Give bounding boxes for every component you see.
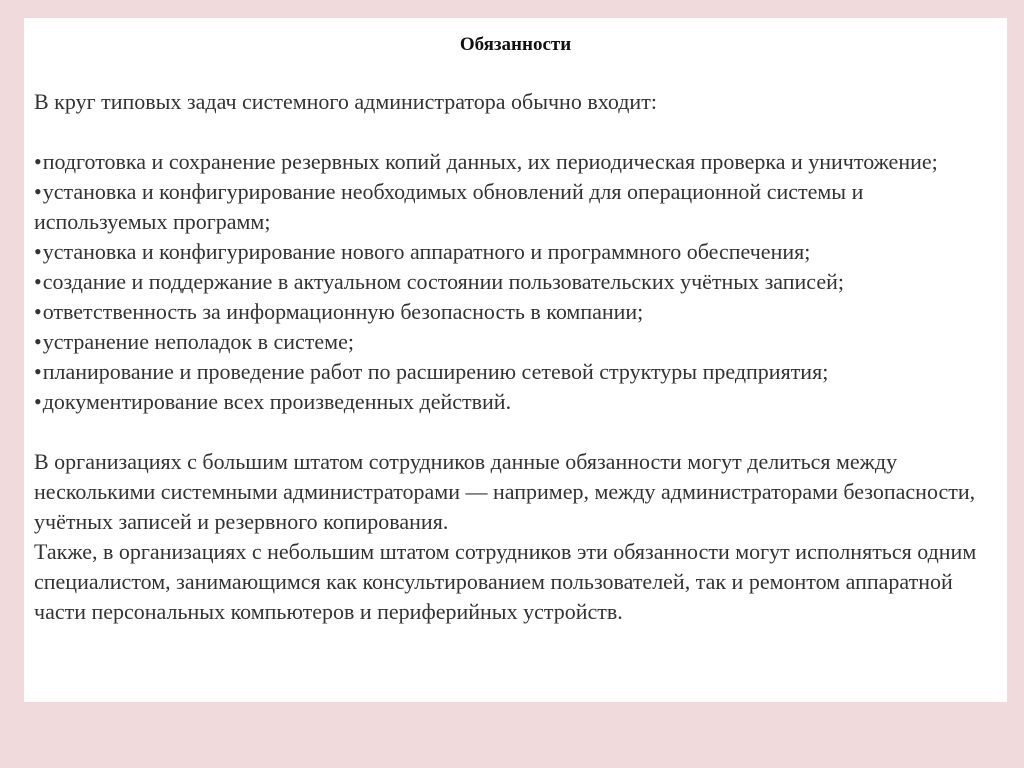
paragraph-small-orgs: Также, в организациях с небольшим штатом сотрудников эти обязанности могут исполняться одним специалистом, занимающимся как консультированием пользователей, так и ремонтом аппаратной части персональных компьютеров и периферийных устройств. [34,539,977,624]
bullet-icon: • [34,329,42,354]
slide-title: Обязанности [459,34,572,55]
list-item-text: создание и поддержание в актуальном состоянии пользовательских учётных записей; [42,269,844,294]
list-item-text: устранение неполадок в системе; [42,329,354,354]
duties-list [34,147,995,417]
bullet-icon: • [34,179,42,204]
list-item [34,267,995,297]
bullet-icon: • [34,149,42,174]
slide-body [34,87,995,627]
list-item [34,357,995,387]
bullet-icon: • [34,389,42,414]
bullet-icon: • [34,299,42,324]
list-item [34,147,995,177]
list-item-text: документирование всех произведенных действий. [42,389,512,414]
list-item-text: установка и конфигурирование необходимых обновлений для операционной системы и используемых программ; [34,179,864,234]
list-item [34,297,995,327]
list-item [34,237,995,267]
intro-text: В круг типовых задач системного администратора обычно входит: [34,89,657,114]
bullet-icon: • [34,359,42,384]
paragraph-large-orgs: В организациях с большим штатом сотрудников данные обязанности могут делиться между несколькими системными администраторами — например, между администраторами безопасности, учётных записей и резервного копирования. [34,449,976,534]
list-item-text: ответственность за информационную безопасность в компании; [42,299,644,324]
slide-content-panel [24,18,1007,702]
list-item-text: планирование и проведение работ по расширению сетевой структуры предприятия; [42,359,829,384]
list-item [34,387,995,417]
bullet-icon: • [34,269,42,294]
bullet-icon: • [34,239,42,264]
list-item-text: установка и конфигурирование нового аппаратного и программного обеспечения; [42,239,811,264]
list-item-text: подготовка и сохранение резервных копий данных, их периодическая проверка и уничтожение; [42,149,938,174]
list-item [34,327,995,357]
list-item [34,177,995,237]
